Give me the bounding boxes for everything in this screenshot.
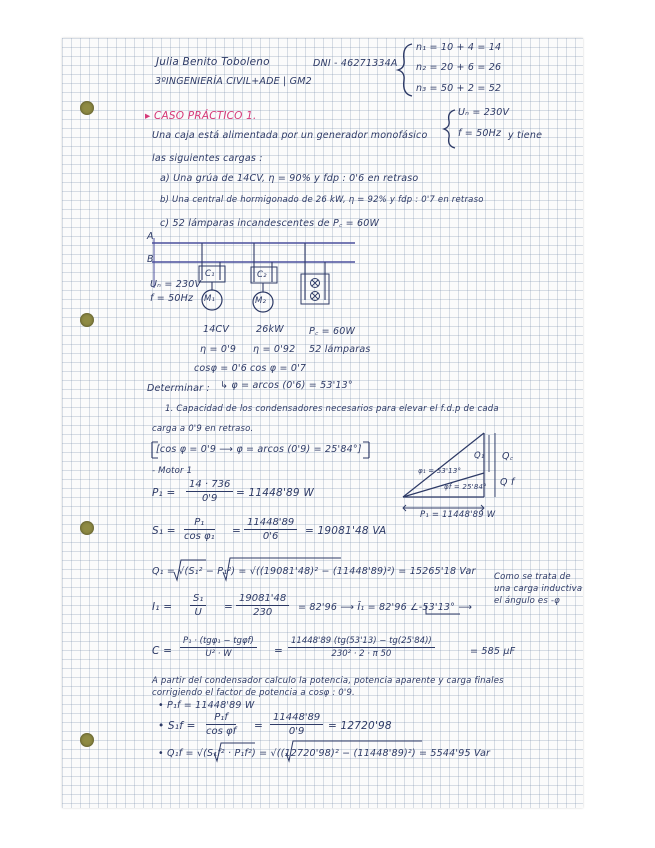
p1-result: = 11448'89 W [236, 487, 314, 499]
n2-value: n₂ = 20 + 6 = 26 [416, 62, 502, 73]
circuit-label-a: A [147, 231, 154, 242]
header-brace [398, 44, 412, 96]
n3-value: n₃ = 50 + 2 = 52 [416, 83, 502, 94]
lamp-power: P꜀ = 60W [309, 326, 356, 337]
s1-lhs: S₁ = [152, 525, 176, 537]
student-dni: DNI - 46271334A [313, 58, 398, 69]
c-numerator-2: 11448'89 (tg(53'13) − tg(25'84)) [288, 636, 435, 648]
note-line-1: Como se trata de [494, 572, 571, 582]
after-line-2: corrigiendo el factor de potencia a cosφ : 0'9. [152, 688, 355, 698]
circuit-label-b: B [147, 254, 154, 265]
triangle-phif: φf = 25'84° [444, 483, 487, 491]
c-numerator: P₁ · (tgφ₁ − tgφf) [180, 636, 257, 648]
q1-motor-label: - Motor 1 [152, 466, 193, 476]
q1f-line: • Q₁f = √(S₁f² · P₁f²) = √((12720'98)² − (11448'89)²) = 5544'95 Var [158, 748, 491, 759]
note-line-2: una carga inductiva [494, 584, 583, 594]
s1-result: = 19081'48 VA [305, 525, 387, 537]
load-c: c) 52 lámparas incandescentes de P꜀ = 60W [160, 218, 380, 229]
s1f-numerator: P₁f [206, 712, 236, 725]
i1-fraction-2 [236, 593, 289, 618]
capacitor-1-label: C₁ [205, 269, 215, 279]
q1-statement-1: 1. Capacidad de los condensadores necesarios para elevar el f.d.p de cada [165, 404, 499, 414]
n1-value: n₁ = 10 + 4 = 14 [416, 42, 502, 53]
c-denominator: U² · W [205, 649, 232, 659]
note-line-3: el ángulo es -φ [494, 596, 560, 606]
p1-fraction [186, 479, 233, 504]
triangle-p1: P₁ = 11448'89 W [420, 510, 496, 520]
motor-2-label: M₂ [255, 296, 267, 306]
m2-cos: cos φ = 0'7 [250, 363, 307, 374]
s1f-fraction [206, 712, 236, 737]
lamp-count: 52 lámparas [309, 344, 371, 355]
case-brace [444, 110, 455, 148]
c-denominator-2: 230² · 2 · π 50 [331, 649, 392, 659]
triangle-qf: Q f [500, 477, 515, 488]
s1f-lhs: • S₁f = [158, 720, 196, 732]
student-name: Julia Benito Toboleno [156, 56, 270, 68]
intro-line-1: Una caja está alimentada por un generador monofásico [152, 130, 428, 141]
intro-line-1-end: y tiene [508, 130, 543, 141]
i1-numerator-2: 19081'48 [236, 593, 289, 606]
s1f-result: = 12720'98 [328, 720, 392, 732]
circuit-f: f = 50Hz [150, 293, 194, 304]
c-fraction-2 [288, 636, 435, 659]
q1-statement-2: carga a 0'9 en retraso. [152, 424, 254, 434]
m1-eta: η = 0'9 [200, 344, 237, 355]
s1-numerator: P₁ [184, 517, 215, 530]
s1f-numerator-2: 11448'89 [270, 712, 323, 725]
capacitor-2-label: C₂ [257, 270, 267, 280]
i1-fraction [190, 593, 206, 618]
triangle-phi1: φ₁ = 53'13° [418, 467, 462, 475]
s1-numerator-2: 11448'89 [244, 517, 297, 530]
p1-lhs: P₁ = [152, 487, 176, 499]
i1-denominator-2: 230 [253, 607, 273, 618]
p1f-line: • P₁f = 11448'89 W [158, 700, 255, 711]
s1-eq: = [232, 525, 241, 537]
i1-result: = 82'96 ⟶ Ī₁ = 82'96 ∠-53'13° ⟶ [298, 602, 473, 613]
q1-reactive-expression: Q₁ = √(S₁² − P₁²) = √((19081'48)² − (11448'89)²) = 15265'18 Var [152, 566, 476, 577]
case-title: ▸ CASO PRÁCTICO 1. [145, 110, 257, 122]
p1-numerator: 14 · 736 [186, 479, 233, 492]
m1-cos: cosφ = 0'6 [194, 363, 247, 374]
determine-label: Determinar : [147, 383, 210, 394]
triangle-q1: Q₁ [474, 451, 485, 461]
determine-phi: ↳ φ = arcos (0'6) = 53'13° [220, 380, 353, 391]
case-un: Uₙ = 230V [458, 107, 510, 118]
s1-denominator-2: 0'6 [262, 531, 279, 542]
after-line-1: A partir del condensador calculo la potencia, potencia aparente y carga finales [152, 676, 504, 686]
c-lhs: C = [152, 645, 173, 657]
i1-numerator: S₁ [190, 593, 206, 606]
i1-denominator: U [194, 607, 202, 618]
s1f-fraction-2 [270, 712, 323, 737]
s1-fraction-2 [244, 517, 297, 542]
p1-denominator: 0'9 [201, 493, 218, 504]
s1f-denominator-2: 0'9 [288, 726, 305, 737]
load-a: a) Una grúa de 14CV, η = 90% y fdp : 0'6 en retraso [160, 173, 419, 184]
s1-fraction [184, 517, 215, 542]
s1f-denominator: cos φf [206, 726, 237, 737]
c-fraction [180, 636, 257, 659]
m2-power: 26kW [256, 324, 284, 335]
c-eq: = [274, 645, 283, 657]
motor-1-label: M₁ [204, 294, 216, 304]
intro-line-2: las siguientes cargas : [152, 153, 263, 164]
s1-denominator: cos φ₁ [184, 531, 215, 542]
load-b: b) Una central de hormigonado de 26 kW, η = 92% y fdp : 0'7 en retraso [160, 195, 484, 205]
c-result: = 585 μF [470, 646, 516, 657]
m1-power: 14CV [203, 324, 230, 335]
q1-boxed-equation: [cos φ = 0'9 ⟶ φ = arcos (0'9) = 25'84°] [156, 444, 362, 455]
s1f-eq: = [254, 720, 263, 732]
i1-eq: = [224, 601, 233, 613]
triangle-qc: Q꜀ [502, 451, 514, 462]
m2-eta: η = 0'92 [253, 344, 296, 355]
i1-lhs: I₁ = [152, 601, 173, 613]
circuit-un: Uₙ = 230V [150, 279, 202, 290]
degree-line: 3ºINGENIERÍA CIVIL+ADE | GM2 [155, 76, 312, 87]
case-f: f = 50Hz [458, 128, 502, 139]
